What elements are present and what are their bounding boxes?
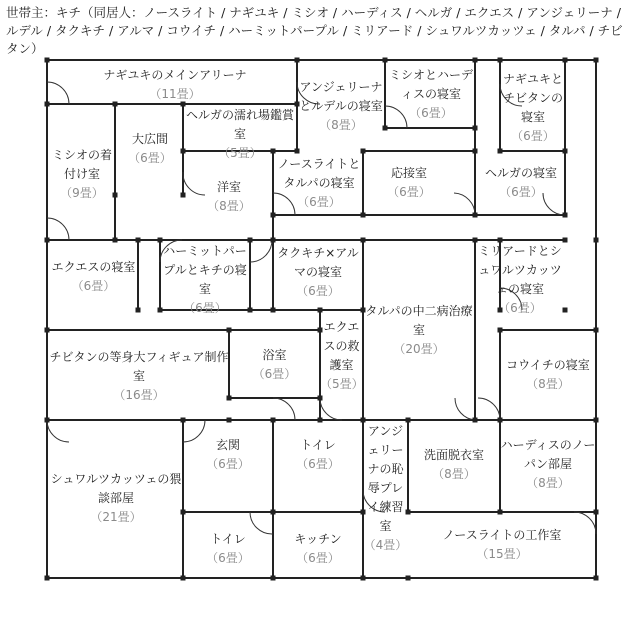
wall-post	[473, 418, 478, 423]
room-helga-bed	[477, 164, 565, 202]
room-angelina-practice	[363, 422, 408, 555]
room-size: （6畳）	[297, 195, 341, 209]
wall-post	[45, 58, 50, 63]
room-size: （6畳）	[387, 185, 431, 199]
room-name: ミリアードとシュワルツカッツェの寝室	[478, 244, 562, 296]
room-northlight-work	[408, 526, 596, 564]
room-name: ヘルガの寝室	[484, 166, 557, 180]
wall-post	[563, 213, 568, 218]
wall-post	[473, 149, 478, 154]
room-name: キッチン	[294, 532, 342, 546]
room-name: ナギユキのメインアリーナ	[103, 68, 247, 82]
room-name: エクエスの救護室	[323, 320, 360, 372]
wall-post	[136, 308, 141, 313]
room-size: （9畳）	[60, 186, 104, 200]
room-name: ノースライトの工作室	[442, 528, 562, 542]
room-size: （6畳）	[511, 129, 555, 143]
room-ousetsu	[365, 164, 453, 202]
room-miliard	[475, 242, 565, 318]
room-takukichi	[273, 244, 363, 301]
room-size: （8畳）	[319, 118, 363, 132]
room-name: トイレ	[210, 532, 246, 546]
wall-post	[271, 418, 276, 423]
room-size: （6畳）	[499, 185, 543, 199]
wall-post	[361, 576, 366, 581]
room-toilet2	[183, 530, 273, 568]
wall-post	[136, 238, 141, 243]
wall-post	[498, 58, 503, 63]
room-size: （11畳）	[149, 87, 201, 101]
room-mishio-hardis	[387, 66, 475, 123]
wall-post	[318, 396, 323, 401]
room-size: （8畳）	[432, 467, 476, 481]
wall-post	[45, 102, 50, 107]
room-toilet1	[273, 436, 363, 474]
room-size: （8畳）	[207, 199, 251, 213]
room-senmen	[408, 446, 500, 484]
room-nagiyuki-chibitan	[500, 70, 566, 146]
room-bath	[229, 346, 320, 384]
room-size: （6畳）	[252, 367, 297, 381]
room-size: （5畳）	[320, 377, 364, 391]
wall-post	[361, 238, 366, 243]
room-kitchen	[273, 530, 363, 568]
room-size: （6畳）	[128, 151, 172, 165]
room-mishio-closet	[49, 146, 115, 203]
wall-post	[271, 238, 276, 243]
room-size: （8畳）	[526, 476, 570, 490]
room-size: （4畳）	[363, 538, 408, 552]
wall-post	[271, 308, 276, 313]
room-name: 洗面脱衣室	[423, 448, 484, 462]
wall-post	[498, 328, 503, 333]
wall-post	[563, 58, 568, 63]
wall-post	[594, 238, 599, 243]
wall-post	[181, 418, 186, 423]
wall-post	[498, 149, 503, 154]
room-yoshitsu	[185, 178, 273, 216]
room-name: 玄関	[215, 438, 240, 452]
room-northlight-tarpa	[275, 155, 363, 212]
room-name: ハーミットパープルとキチの寝室	[163, 244, 247, 296]
room-name: 洋室	[216, 180, 241, 194]
room-name: 大広間	[131, 132, 168, 146]
wall-post	[318, 308, 323, 313]
room-size: （6畳）	[296, 551, 340, 565]
wall-post	[473, 126, 478, 131]
room-name: 応接室	[390, 166, 427, 180]
room-name: アンジェリーナとルデルの寝室	[299, 80, 383, 113]
room-name: ハーディスのノーパン部屋	[500, 438, 596, 471]
room-name: ナギユキとチビタンの寝室	[502, 72, 563, 124]
household-header: 世帯主：キチ（同居人：ノースライト / ナギユキ / ミシオ / ハーディス / ヘルガ / エクエス / アンジェリーナ / ルデル / タクキチ / アルマ / コウイチ / ハーミットパープル / ミリアード / シュワルツカッツェ / タルパ / チビタン）	[6, 5, 623, 56]
room-size: （20畳）	[393, 342, 445, 356]
wall-post	[45, 418, 50, 423]
wall-post	[318, 418, 323, 423]
wall-post	[45, 576, 50, 581]
wall-post	[594, 510, 599, 515]
wall-post	[227, 328, 232, 333]
room-nagiyuki-main	[55, 66, 295, 104]
wall-post	[473, 213, 478, 218]
wall-post	[594, 418, 599, 423]
room-name: タルパの中二病治療室	[365, 304, 473, 337]
room-size: （6畳）	[296, 284, 340, 298]
wall-post	[383, 58, 388, 63]
wall-post	[406, 576, 411, 581]
room-size: （8畳）	[526, 377, 570, 391]
room-size: （21畳）	[90, 510, 142, 524]
wall-post	[295, 58, 300, 63]
room-genkan	[183, 436, 273, 474]
room-hiroma	[117, 130, 183, 168]
room-name: シュワルツカッツェの猥談部屋	[50, 472, 182, 505]
room-name: 浴室	[262, 348, 287, 362]
room-equess-bed	[49, 258, 138, 296]
wall-post	[498, 510, 503, 515]
wall-post	[361, 213, 366, 218]
room-name: ミシオの着付け室	[51, 148, 112, 181]
wall-post	[113, 238, 118, 243]
room-equess-rescue	[320, 318, 363, 394]
room-size: （15畳）	[476, 547, 528, 561]
room-tarpa-chuni	[363, 302, 475, 359]
room-name: ミシオとハーディスの寝室	[388, 68, 473, 101]
room-name: エクエスの寝室	[51, 260, 136, 274]
room-schwarz	[49, 470, 183, 527]
room-name: トイレ	[300, 438, 336, 452]
room-chibitan-figure	[49, 348, 229, 405]
wall-post	[361, 149, 366, 154]
room-name: アンジェリーナの恥辱プレイ練習室	[367, 424, 404, 533]
wall-post	[181, 576, 186, 581]
wall-post	[594, 58, 599, 63]
wall-post	[594, 328, 599, 333]
room-size: （6畳）	[409, 106, 453, 120]
room-kouichi	[500, 356, 596, 394]
wall-post	[271, 510, 276, 515]
room-name: タクキチ×アルマの寝室	[277, 246, 359, 279]
wall-post	[473, 58, 478, 63]
wall-post	[227, 418, 232, 423]
room-size: （6畳）	[498, 301, 542, 315]
room-angelina	[297, 78, 385, 135]
room-size: （6畳）	[183, 301, 227, 315]
room-name: チビタンの等身大フィギュア制作室	[49, 350, 229, 383]
room-size: （6畳）	[206, 457, 250, 471]
wall-post	[594, 576, 599, 581]
room-hardis-nopan	[500, 436, 596, 493]
room-name: コウイチの寝室	[506, 358, 590, 372]
wall-post	[271, 576, 276, 581]
room-hermit	[160, 242, 250, 318]
room-size: （5畳）	[218, 146, 262, 160]
room-size: （16畳）	[113, 388, 165, 402]
wall-post	[45, 328, 50, 333]
room-size: （6畳）	[206, 551, 250, 565]
room-name: ノースライトとタルパの寝室	[277, 157, 361, 190]
room-name: ヘルガの濡れ場鑑賞室	[185, 108, 294, 141]
wall-post	[498, 418, 503, 423]
wall-post	[45, 238, 50, 243]
room-size: （6畳）	[71, 279, 116, 293]
wall-post	[563, 149, 568, 154]
room-size: （6畳）	[296, 457, 340, 471]
